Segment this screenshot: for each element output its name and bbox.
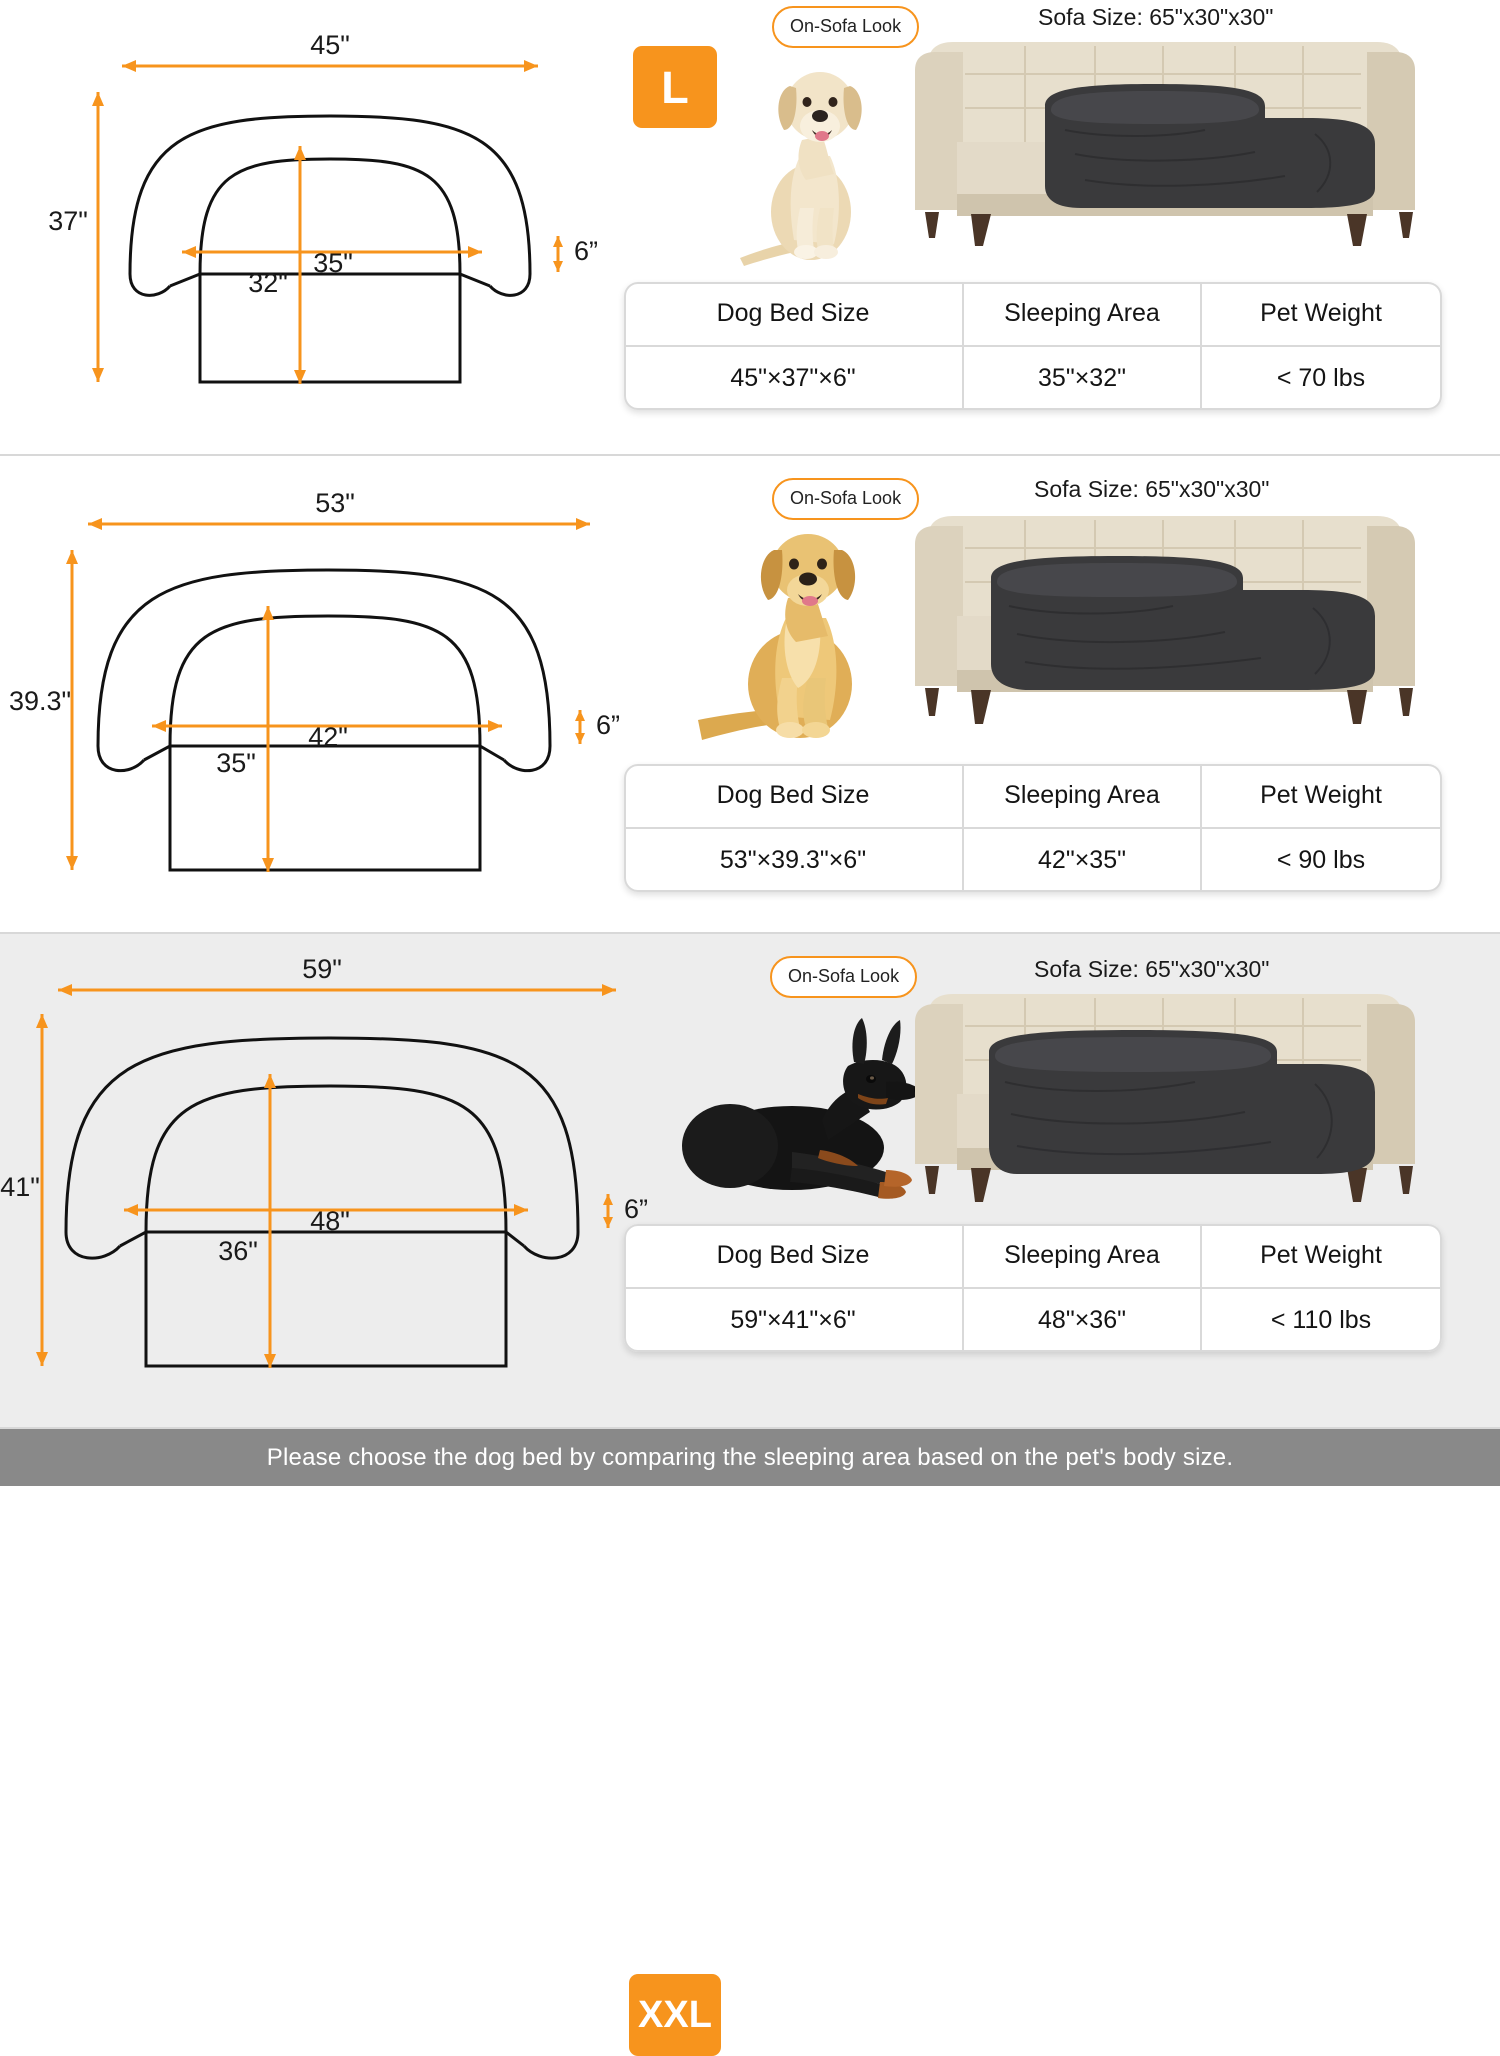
table-row: [624, 829, 1442, 892]
header-pet-weight: Pet Weight: [1260, 1241, 1382, 1269]
svg-text:39.3": 39.3": [8, 686, 72, 716]
svg-text:35": 35": [313, 248, 353, 278]
bed-diagram-XXL: [0, 952, 660, 1402]
svg-text:41": 41": [0, 1172, 40, 1202]
table-header-row: [624, 1224, 1442, 1289]
svg-text:6”: 6”: [623, 1194, 649, 1224]
header-dog-bed-size: Dog Bed Size: [624, 764, 964, 827]
svg-text:32": 32": [248, 268, 288, 298]
sofa-with-cover-L: [905, 34, 1425, 264]
svg-text:6”: 6”: [595, 710, 621, 740]
header-sleeping-area: Sleeping Area: [964, 1224, 1202, 1287]
cell-bed-size: 45"×37"×6": [624, 347, 964, 410]
on-sofa-look-pill-XXL: On-Sofa Look: [770, 956, 917, 998]
cell-pet-weight: < 110 lbs: [1270, 1306, 1372, 1334]
spec-table-XL: [624, 764, 1442, 892]
cell-pet-weight: < 90 lbs: [1276, 846, 1366, 874]
cell-pet-weight: < 70 lbs: [1276, 364, 1366, 392]
svg-text:59": 59": [302, 954, 342, 984]
sofa-with-cover-XXL: [905, 986, 1425, 1226]
size-badge-XXL: XXL: [629, 1974, 721, 2056]
cell-sleeping-area: 42"×35": [964, 829, 1202, 892]
dog-photo-golden-retriever-sitting: [690, 506, 925, 756]
header-pet-weight: Pet Weight: [1260, 299, 1382, 327]
svg-text:37": 37": [48, 206, 88, 236]
table-row: [624, 347, 1442, 410]
cell-bed-size: 53"×39.3"×6": [624, 829, 964, 892]
footer-note: Please choose the dog bed by comparing the sleeping area based on the pet's body size.: [0, 1429, 1500, 1486]
header-sleeping-area: Sleeping Area: [964, 282, 1202, 345]
cell-bed-size: 59"×41"×6": [624, 1289, 964, 1352]
cell-sleeping-area: 35"×32": [964, 347, 1202, 410]
size-badge-L: L: [633, 46, 717, 128]
on-sofa-look-pill-L: On-Sofa Look: [772, 6, 919, 48]
sofa-size-caption-XL: Sofa Size: 65"x30"x30": [1034, 476, 1270, 502]
svg-text:36": 36": [218, 1236, 258, 1266]
svg-text:45": 45": [310, 30, 350, 60]
header-sleeping-area: Sleeping Area: [964, 764, 1202, 827]
size-row-XL: [0, 456, 1500, 934]
dog-photo-doberman-lying-down: [672, 1000, 927, 1210]
table-header-row: [624, 282, 1442, 347]
header-dog-bed-size: Dog Bed Size: [624, 282, 964, 345]
svg-text:6”: 6”: [573, 236, 599, 266]
svg-text:42": 42": [308, 722, 348, 752]
dog-photo-labrador-retriever-sitting: [716, 44, 916, 269]
svg-text:35": 35": [216, 748, 256, 778]
on-sofa-look-pill-XL: On-Sofa Look: [772, 478, 919, 520]
svg-text:53": 53": [315, 488, 355, 518]
bed-diagram-XL: [10, 478, 640, 908]
cell-sleeping-area: 48"×36": [964, 1289, 1202, 1352]
sofa-size-caption-XXL: Sofa Size: 65"x30"x30": [1034, 956, 1270, 982]
svg-text:48": 48": [310, 1206, 350, 1236]
table-header-row: [624, 764, 1442, 829]
spec-table-L: [624, 282, 1442, 410]
header-pet-weight: Pet Weight: [1260, 781, 1382, 809]
header-dog-bed-size: Dog Bed Size: [624, 1224, 964, 1287]
sofa-with-cover-XL: [905, 508, 1425, 748]
size-row-L: [0, 0, 1500, 456]
table-row: [624, 1289, 1442, 1352]
bed-diagram-L: [30, 24, 630, 424]
sofa-size-caption-L: Sofa Size: 65"x30"x30": [1038, 4, 1274, 30]
spec-table-XXL: [624, 1224, 1442, 1352]
